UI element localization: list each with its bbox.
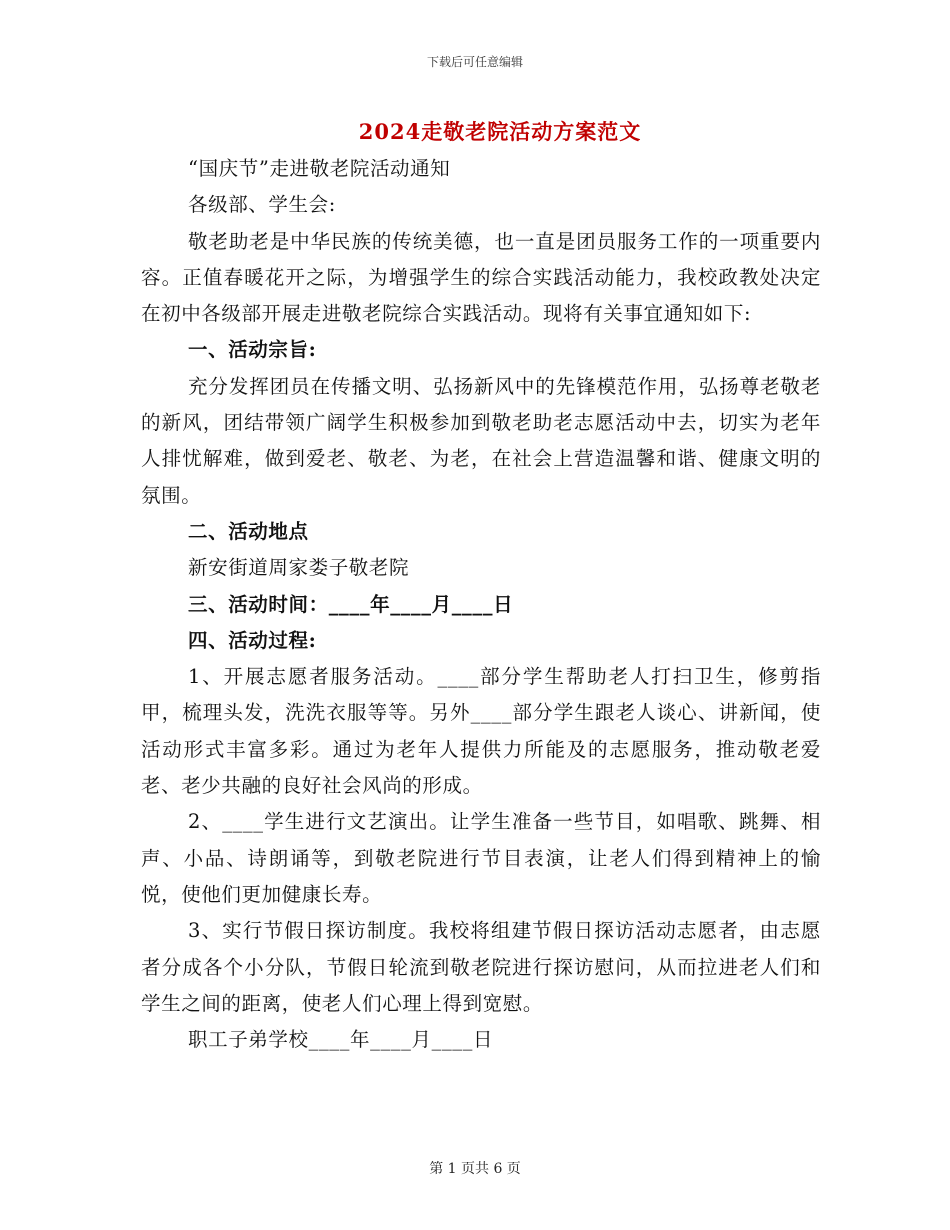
purpose-paragraph: 充分发挥团员在传播文明、弘扬新风中的先锋模范作用，弘扬尊老敬老的新风，团结带领广阔学生积极参加到敬老助老志愿活动中去，切实为老年人排忧解难，做到爱老、敬老、为老，在社会上营造温馨和谐、健康文明的氛围。 <box>141 374 821 507</box>
section-heading-location: 二、活动地点 <box>188 519 309 543</box>
intro-paragraph: 敬老助老是中华民族的传统美德，也一直是团员服务工作的一项重要内容。正值春暖花开之际，为增强学生的综合实践活动能力，我校政教处决定在初中各级部开展走进敬老院综合实践活动。现将有关事宜通知如下: <box>141 229 821 326</box>
document-body <box>141 151 821 1058</box>
section-heading-time: 三、活动时间：____年____月____日 <box>188 592 514 616</box>
process-item-2: 2、____学生进行文艺演出。让学生准备一些节目，如唱歌、跳舞、相声、小品、诗朗诵等，到敬老院进行节目表演，让老人们得到精神上的愉悦，使他们更加健康长寿。 <box>141 810 821 906</box>
document-title: 2024走敬老院活动方案范文 <box>358 119 642 144</box>
section-heading-purpose: 一、活动宗旨: <box>188 338 317 362</box>
process-item-3: 3、实行节假日探访制度。我校将组建节假日探访活动志愿者，由志愿者分成各个小分队，节假日轮流到敬老院进行探访慰问，从而拉进老人们和学生之间的距离，使老人们心理上得到宽慰。 <box>141 919 821 1015</box>
location-paragraph: 新安街道周家娄子敬老院 <box>188 556 410 580</box>
signature-line: 职工子弟学校____年____月____日 <box>188 1028 494 1052</box>
notice-heading: “国庆节”走进敬老院活动通知 <box>188 157 451 180</box>
page-header: 下载后可任意编辑 <box>426 55 523 69</box>
process-item-1: 1、开展志愿者服务活动。____部分学生帮助老人打扫卫生，修剪指甲，梳理头发，洗洗衣服等等。另外____部分学生跟老人谈心、讲新闻，使活动形式丰富多彩。通过为老年人提供力所能及的志愿服务，推动敬老爱老、老少共融的良好社会风尚的形成。 <box>141 665 821 798</box>
section-heading-process: 四、活动过程: <box>188 628 317 652</box>
salutation: 各级部、学生会: <box>188 193 336 217</box>
page-footer: 第 1 页共 6 页 <box>429 1161 521 1177</box>
